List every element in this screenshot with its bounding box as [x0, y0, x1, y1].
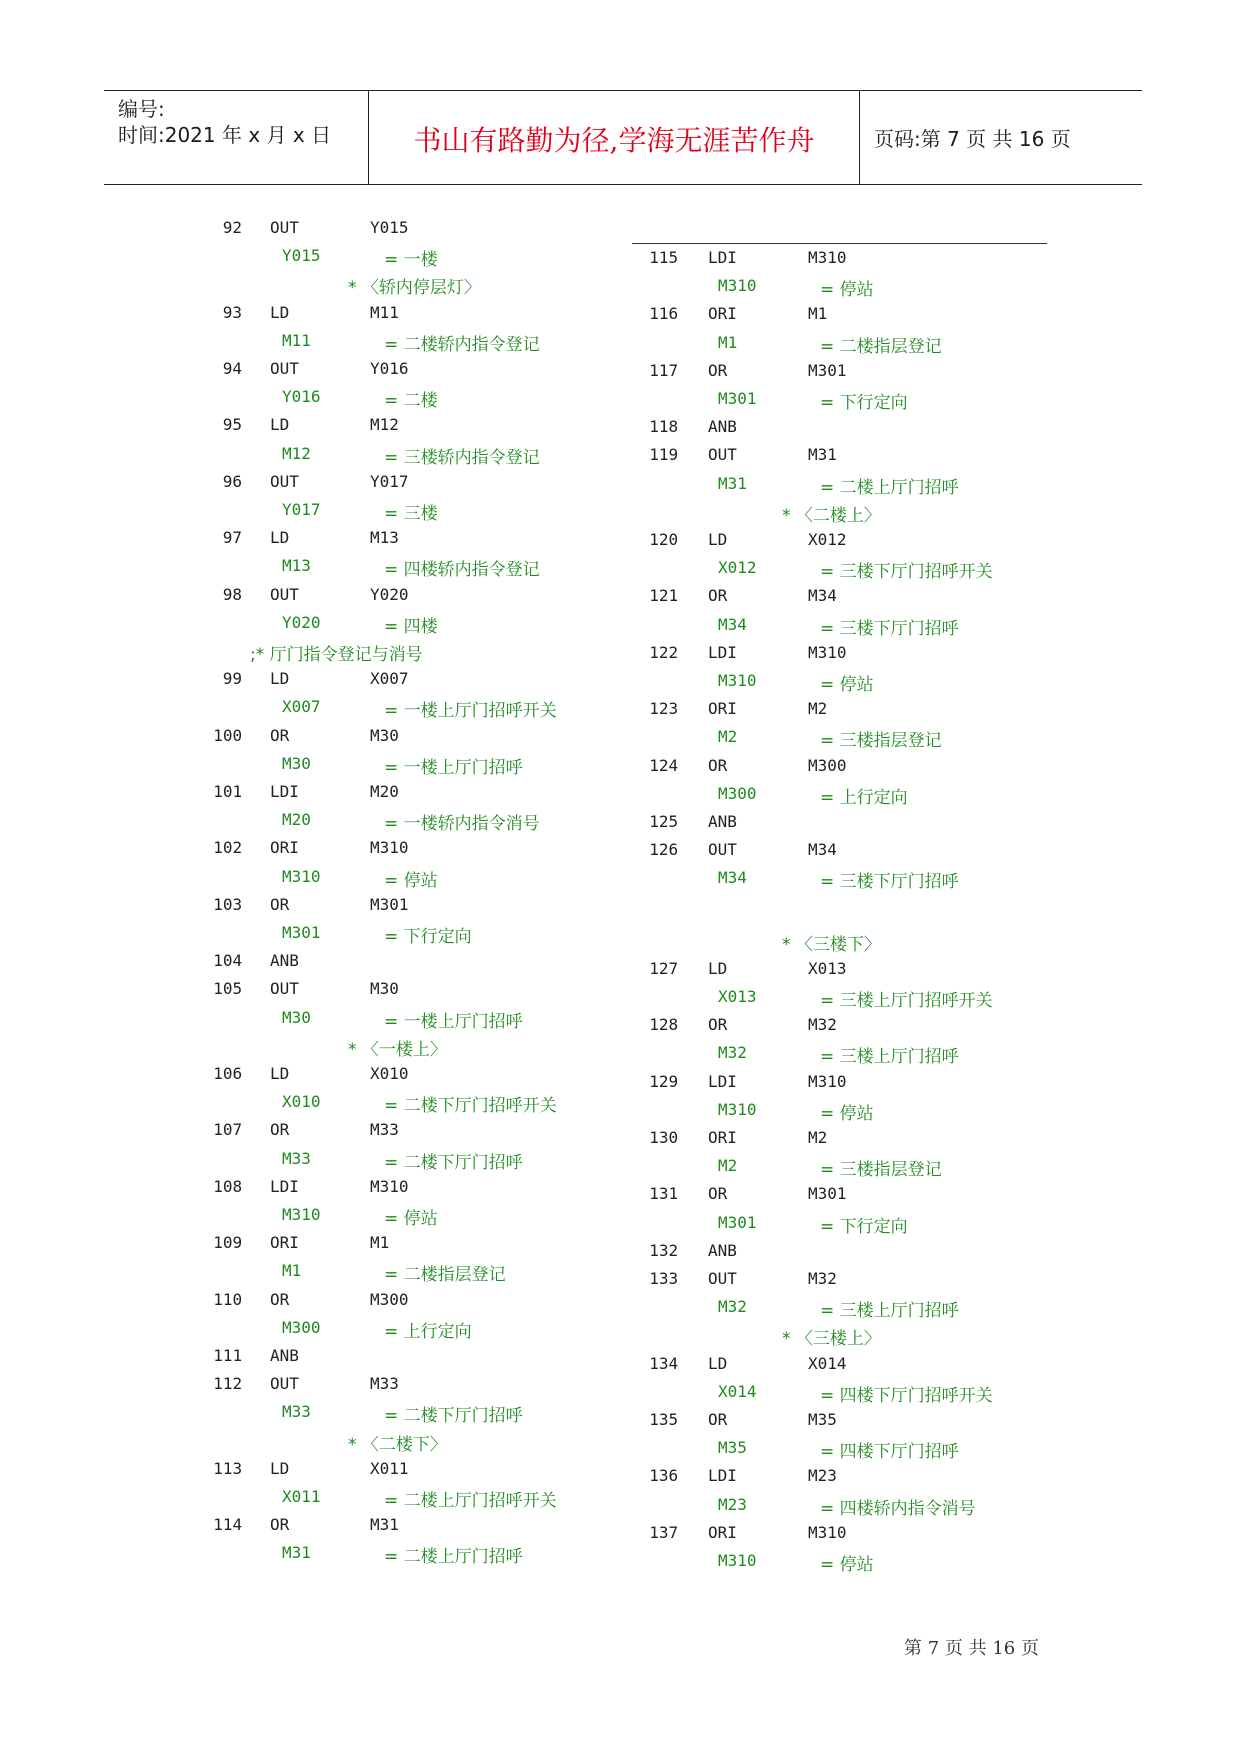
instruction-op: OR	[270, 894, 290, 914]
device-name: Y015	[282, 246, 321, 266]
instruction-operand: M1	[808, 304, 828, 324]
page-header	[104, 90, 1142, 185]
device-description: = 二楼下厅门招呼开关	[384, 1096, 557, 1117]
section-comment: * 〈三楼上〉	[782, 1329, 881, 1350]
device-name: M2	[718, 727, 738, 747]
instruction-operand: M11	[370, 302, 399, 322]
device-description: = 三楼	[384, 504, 438, 524]
device-name: M301	[718, 1212, 757, 1232]
step-number: 108	[213, 1176, 243, 1196]
step-number: 121	[649, 586, 679, 606]
device-description: = 停站	[384, 870, 438, 891]
device-description: = 下行定向	[820, 1216, 908, 1237]
instruction-operand: M23	[808, 1466, 837, 1486]
device-name: X007	[282, 697, 321, 717]
instruction-op: OUT	[270, 1374, 299, 1394]
instruction-operand: M20	[370, 782, 399, 801]
instruction-operand: M30	[370, 979, 399, 999]
step-number: 112	[213, 1374, 243, 1394]
instruction-operand: M13	[370, 528, 399, 548]
step-number: 105	[213, 979, 243, 999]
instruction-operand: M310	[808, 1071, 847, 1091]
instruction-op: ORI	[708, 304, 737, 324]
device-description: = 二楼指层登记	[384, 1265, 506, 1286]
device-description: = 下行定向	[820, 393, 908, 413]
instruction-op: LD	[708, 530, 728, 549]
instruction-op: OUT	[270, 471, 299, 491]
device-description: = 一楼上厅门招呼	[384, 757, 523, 778]
instruction-op: OR	[708, 755, 728, 775]
device-description: = 三楼下厅门招呼	[820, 872, 959, 893]
step-number: 116	[649, 304, 679, 324]
device-name: M35	[718, 1438, 747, 1458]
header-page-cell	[860, 91, 1142, 184]
device-name: M33	[282, 1402, 311, 1422]
instruction-op: ANB	[708, 812, 737, 831]
step-number: 101	[213, 782, 243, 801]
device-name: M11	[282, 330, 311, 350]
instruction-operand: M310	[808, 1522, 847, 1542]
instruction-op: ANB	[270, 951, 299, 971]
instruction-op: ANB	[270, 1346, 299, 1365]
step-number: 115	[649, 248, 679, 267]
device-name: Y016	[282, 387, 321, 407]
step-number: 118	[649, 417, 679, 437]
instruction-operand: X011	[370, 1458, 409, 1478]
step-number: 122	[649, 642, 679, 662]
instruction-operand: M30	[370, 725, 399, 745]
step-number: 129	[649, 1071, 679, 1091]
device-name: M32	[718, 1297, 747, 1317]
device-name: Y020	[282, 612, 321, 632]
section-comment: * 〈二楼上〉	[782, 505, 881, 526]
instruction-operand: M310	[808, 642, 847, 662]
device-name: M310	[718, 1099, 757, 1119]
instruction-operand: M310	[370, 1176, 409, 1196]
device-description: = 二楼上厅门招呼	[820, 477, 959, 498]
header-info-cell	[104, 91, 368, 184]
instruction-operand: X012	[808, 530, 847, 549]
instruction-op: OR	[270, 1289, 290, 1309]
instruction-operand: Y016	[370, 359, 409, 378]
instruction-op: OUT	[270, 218, 299, 237]
device-name: M30	[282, 1007, 311, 1027]
device-name: M300	[282, 1317, 321, 1337]
step-number: 117	[649, 360, 679, 380]
instruction-op: OR	[708, 360, 728, 380]
instruction-op: ORI	[708, 1128, 737, 1147]
step-number: 126	[649, 840, 679, 860]
device-name: X013	[718, 987, 757, 1006]
step-number: 93	[222, 302, 243, 322]
device-name: M33	[282, 1148, 311, 1168]
device-name: M1	[282, 1261, 302, 1281]
instruction-operand: Y015	[370, 218, 409, 237]
device-name: M34	[718, 614, 747, 634]
step-number: 134	[649, 1353, 679, 1373]
step-number: 110	[213, 1289, 243, 1309]
section-comment: * 〈一楼上〉	[348, 1039, 447, 1060]
device-description: = 三楼上厅门招呼开关	[820, 991, 993, 1011]
instruction-operand: M33	[370, 1374, 399, 1394]
section-comment: * 〈三楼下〉	[782, 934, 881, 955]
device-description: = 上行定向	[384, 1321, 472, 1342]
instruction-op: ORI	[270, 838, 299, 858]
device-description: = 三楼轿内指令登记	[384, 447, 540, 468]
instruction-operand: M300	[370, 1289, 409, 1309]
right-column-divider	[632, 243, 1047, 244]
instruction-operand: X010	[370, 1064, 409, 1083]
device-name: M301	[718, 389, 757, 408]
step-number: 109	[213, 1233, 243, 1253]
device-description: = 停站	[820, 1103, 874, 1124]
device-description: = 四楼	[384, 616, 438, 637]
device-description: = 二楼指层登记	[820, 336, 942, 357]
instruction-op: ORI	[708, 699, 737, 719]
instruction-op: LDI	[708, 1466, 737, 1486]
step-number: 120	[649, 530, 679, 549]
instruction-operand: M300	[808, 755, 847, 775]
instruction-operand: M33	[370, 1120, 399, 1140]
step-number: 132	[649, 1240, 679, 1260]
section-comment: * 〈轿内停层灯〉	[348, 278, 481, 299]
device-description: = 三楼下厅门招呼	[820, 618, 959, 639]
device-description: = 二楼	[384, 391, 438, 412]
step-number: 107	[213, 1120, 243, 1140]
step-number: 113	[213, 1458, 243, 1478]
instruction-operand: M301	[370, 894, 409, 914]
device-name: M30	[282, 753, 311, 773]
instruction-op: OUT	[270, 979, 299, 999]
device-description: = 一楼轿内指令消号	[384, 814, 540, 835]
device-name: M310	[282, 866, 321, 886]
device-description: = 三楼上厅门招呼	[820, 1301, 959, 1322]
device-name: M310	[718, 276, 757, 296]
step-number: 111	[213, 1346, 243, 1365]
step-number: 98	[222, 584, 243, 604]
instruction-op: LDI	[708, 1071, 737, 1091]
device-name: M310	[718, 671, 757, 690]
device-description: = 三楼下厅门招呼开关	[820, 562, 993, 583]
instruction-operand: M310	[370, 838, 409, 858]
instruction-operand: M2	[808, 699, 828, 719]
step-number: 104	[213, 951, 243, 971]
instruction-op: OUT	[270, 584, 299, 604]
device-description: = 二楼下厅门招呼	[384, 1152, 523, 1173]
device-name: X011	[282, 1487, 321, 1506]
device-name: X012	[718, 558, 757, 578]
instruction-operand: M31	[370, 1515, 399, 1535]
step-number: 128	[649, 1015, 679, 1035]
device-description: = 四楼轿内指令登记	[384, 560, 540, 581]
step-number: 97	[222, 528, 243, 548]
device-name: M12	[282, 443, 311, 463]
instruction-op: OR	[708, 1015, 728, 1035]
number-label: 编号:	[118, 97, 165, 121]
instruction-op: LDI	[270, 782, 299, 801]
instruction-operand: X014	[808, 1353, 847, 1373]
step-number: 114	[213, 1515, 243, 1535]
device-name: M34	[718, 868, 747, 888]
instruction-operand: X007	[370, 669, 409, 689]
instruction-operand: Y017	[370, 471, 409, 491]
instruction-op: OUT	[270, 359, 299, 378]
instruction-op: LD	[708, 1353, 728, 1373]
device-name: Y017	[282, 500, 321, 519]
page-code: 页码:第 7 页 共 16 页	[874, 127, 1071, 151]
device-name: M310	[718, 1551, 757, 1570]
instruction-op: LDI	[270, 1176, 299, 1196]
step-number: 131	[649, 1184, 679, 1204]
step-number: 103	[213, 894, 243, 914]
step-number: 119	[649, 445, 679, 465]
instruction-op: LD	[270, 415, 290, 435]
instruction-operand: M301	[808, 1184, 847, 1204]
step-number: 133	[649, 1269, 679, 1288]
device-description: = 一楼上厅门招呼开关	[384, 701, 557, 722]
device-name: M13	[282, 556, 311, 576]
step-number: 124	[649, 755, 679, 775]
instruction-op: LD	[708, 958, 728, 978]
instruction-operand: M2	[808, 1128, 828, 1147]
instruction-op: LD	[270, 302, 290, 322]
device-description: = 停站	[820, 1555, 874, 1575]
instruction-op: ORI	[270, 1233, 299, 1253]
instruction-op: ORI	[708, 1522, 737, 1542]
step-number: 127	[649, 958, 679, 978]
instruction-op: OUT	[708, 840, 737, 860]
device-name: M301	[282, 923, 321, 942]
device-description: = 二楼上厅门招呼开关	[384, 1491, 557, 1511]
instruction-op: OR	[270, 725, 290, 745]
instruction-op: OR	[708, 1184, 728, 1204]
section-comment: ;* 厅门指令登记与消号	[250, 645, 423, 665]
device-name: M2	[718, 1156, 738, 1176]
device-description: = 停站	[820, 280, 874, 301]
instruction-operand: M12	[370, 415, 399, 435]
instruction-operand: Y020	[370, 584, 409, 604]
device-description: = 二楼上厅门招呼	[384, 1547, 523, 1568]
instruction-operand: M34	[808, 840, 837, 860]
instruction-op: OR	[708, 586, 728, 606]
device-name: M23	[718, 1494, 747, 1514]
step-number: 135	[649, 1410, 679, 1429]
instruction-op: OR	[270, 1120, 290, 1140]
device-description: = 三楼指层登记	[820, 731, 942, 752]
device-name: M1	[718, 332, 738, 352]
step-number: 102	[213, 838, 243, 858]
step-number: 136	[649, 1466, 679, 1486]
instruction-op: OUT	[708, 445, 737, 465]
step-number: 94	[222, 359, 243, 378]
device-description: = 四楼轿内指令消号	[820, 1498, 976, 1519]
device-name: M300	[718, 783, 757, 803]
device-description: = 上行定向	[820, 787, 908, 808]
instruction-operand: X013	[808, 958, 847, 978]
device-name: X014	[718, 1381, 757, 1401]
instruction-operand: M32	[808, 1015, 837, 1035]
instruction-op: LD	[270, 1064, 290, 1083]
device-description: = 停站	[820, 675, 874, 695]
instruction-operand: M34	[808, 586, 837, 606]
device-description: = 一楼上厅门招呼	[384, 1011, 523, 1032]
device-description: = 四楼下厅门招呼开关	[820, 1385, 993, 1406]
instruction-op: LD	[270, 669, 290, 689]
instruction-op: ANB	[708, 1240, 737, 1260]
instruction-operand: M1	[370, 1233, 390, 1253]
step-number: 99	[222, 669, 243, 689]
instruction-operand: M310	[808, 248, 847, 267]
device-name: X010	[282, 1092, 321, 1112]
step-number: 92	[222, 218, 243, 237]
step-number: 123	[649, 699, 679, 719]
step-number: 96	[222, 471, 243, 491]
instruction-op: OR	[708, 1410, 728, 1429]
instruction-op: LDI	[708, 248, 737, 267]
instruction-operand: M301	[808, 360, 847, 380]
device-description: = 二楼下厅门招呼	[384, 1406, 523, 1427]
instruction-op: LDI	[708, 642, 737, 662]
instruction-operand: M31	[808, 445, 837, 465]
instruction-op: LD	[270, 1458, 290, 1478]
header-motto-cell	[368, 91, 860, 184]
instruction-op: ANB	[708, 417, 737, 437]
instruction-op: OR	[270, 1515, 290, 1535]
motto: 书山有路勤为径,学海无涯苦作舟	[413, 124, 815, 157]
instruction-op: LD	[270, 528, 290, 548]
instruction-operand: M35	[808, 1410, 837, 1429]
device-name: M31	[718, 473, 747, 493]
device-description: = 三楼指层登记	[820, 1160, 942, 1181]
device-description: = 二楼轿内指令登记	[384, 334, 540, 355]
section-comment: * 〈二楼下〉	[348, 1434, 447, 1455]
device-name: M20	[282, 810, 311, 830]
device-description: = 四楼下厅门招呼	[820, 1442, 959, 1463]
step-number: 106	[213, 1064, 243, 1083]
device-description: = 下行定向	[384, 927, 472, 947]
step-number: 125	[649, 812, 679, 831]
device-description: = 三楼上厅门招呼	[820, 1047, 959, 1068]
device-name: M31	[282, 1543, 311, 1563]
time-label: 时间:2021 年 x 月 x 日	[118, 123, 332, 147]
instruction-op: OUT	[708, 1269, 737, 1288]
step-number: 137	[649, 1522, 679, 1542]
step-number: 95	[222, 415, 243, 435]
device-description: = 停站	[384, 1209, 438, 1229]
device-description: = 一楼	[384, 250, 438, 271]
step-number: 100	[213, 725, 243, 745]
device-name: M32	[718, 1043, 747, 1063]
instruction-operand: M32	[808, 1269, 837, 1288]
step-number: 130	[649, 1128, 679, 1147]
device-name: M310	[282, 1205, 321, 1224]
page-footer: 第 7 页 共 16 页	[904, 1638, 1039, 1659]
